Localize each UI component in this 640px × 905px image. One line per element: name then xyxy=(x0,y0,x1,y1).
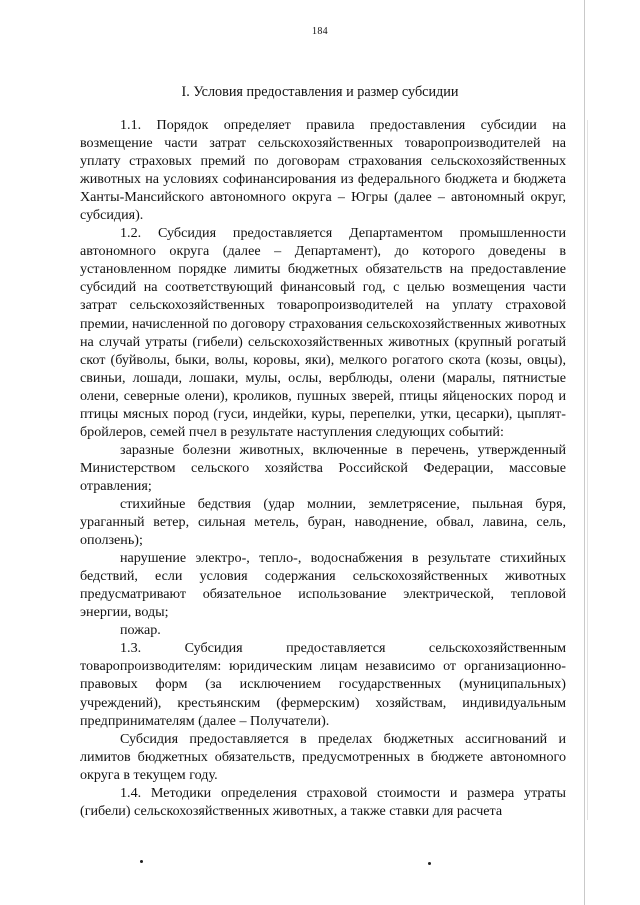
paragraph-1-4: 1.4. Методики определения страховой стоимости и размера утраты (гибели) сельскохозяйственных животных, а также ставки для расчета xyxy=(80,784,566,819)
paragraph-event-diseases: заразные болезни животных, включенные в перечень, утвержденный Министерством сельского хозяйства Российской Федерации, массовые отравления; xyxy=(80,441,566,494)
paragraph-1-1: 1.1. Порядок определяет правила предоставления субсидии на возмещение части затрат сельскохозяйственных товаропроизводителей на уплату страховых премий по договорам страхования сельскохозяйственных животных на условиях софинансирования из федерального бюджета и бюджета Ханты-Мансийского автономного округа – Югры (далее – автономный округ, субсидия). xyxy=(80,117,566,224)
scan-speck xyxy=(140,860,143,863)
paragraph-event-fire: пожар. xyxy=(120,622,161,639)
paragraph-event-utilities: нарушение электро-, тепло-, водоснабжения в результате стихийных бедствий, если условия содержания сельскохозяйственных животных предусматривают обязательное использование электрической, тепловой энергии, воды; xyxy=(80,550,566,621)
paragraph-budget-limits: Субсидия предоставляется в пределах бюджетных ассигнований и лимитов бюджетных обязательств, предусмотренных в бюджете автономного округа в текущем году. xyxy=(80,730,566,783)
document-body xyxy=(80,116,566,820)
paragraph-1-2: 1.2. Субсидия предоставляется Департаментом промышленности автономного округа (далее – Департамент), до которого доведены в установленном порядке лимиты бюджетных обязательств на предоставление субсидий на соответствующий финансовый год, с целью возмещения части затрат сельскохозяйственных товаропроизводителей на уплату страховой премии, начисленной по договору страхования сельскохозяйственных животных на случай утраты (гибели) сельскохозяйственных животных (крупный рогатый скот (буйволы, быки, волы, коровы, яки), мелкого рогатого скота (козы, овцы), свиньи, лошади, лошаки, мулы, ослы, верблюды, олени (маралы, пятнистые олени, северные олени), кроликов, пушных зверей, птицы яйценоских пород и птицы мясных пород (гуси, индейки, куры, перепелки, утки, цесарки), цыплят-бройлеров, семей пчел в результате наступления следующих событий: xyxy=(80,225,566,440)
page-number: 184 xyxy=(312,26,328,37)
section-heading: I. Условия предоставления и размер субсидии xyxy=(181,84,459,100)
scan-speck xyxy=(428,862,431,865)
paragraph-event-disasters: стихийные бедствия (удар молнии, землетрясение, пыльная буря, ураганный ветер, сильная метель, буран, наводнение, обвал, лавина, сель, оползень); xyxy=(80,495,566,549)
scan-edge-line xyxy=(584,0,585,905)
scan-edge-line-inner xyxy=(587,120,588,820)
paragraph-1-3: 1.3. Субсидия предоставляется сельскохозяйственным товаропроизводителям: юридическим лицам независимо от организационно-правовых форм (за исключением государственных (муниципальных) учреждений), крестьянским (фермерским) хозяйствам, индивидуальным предпринимателям (далее – Получатели). xyxy=(80,640,566,729)
